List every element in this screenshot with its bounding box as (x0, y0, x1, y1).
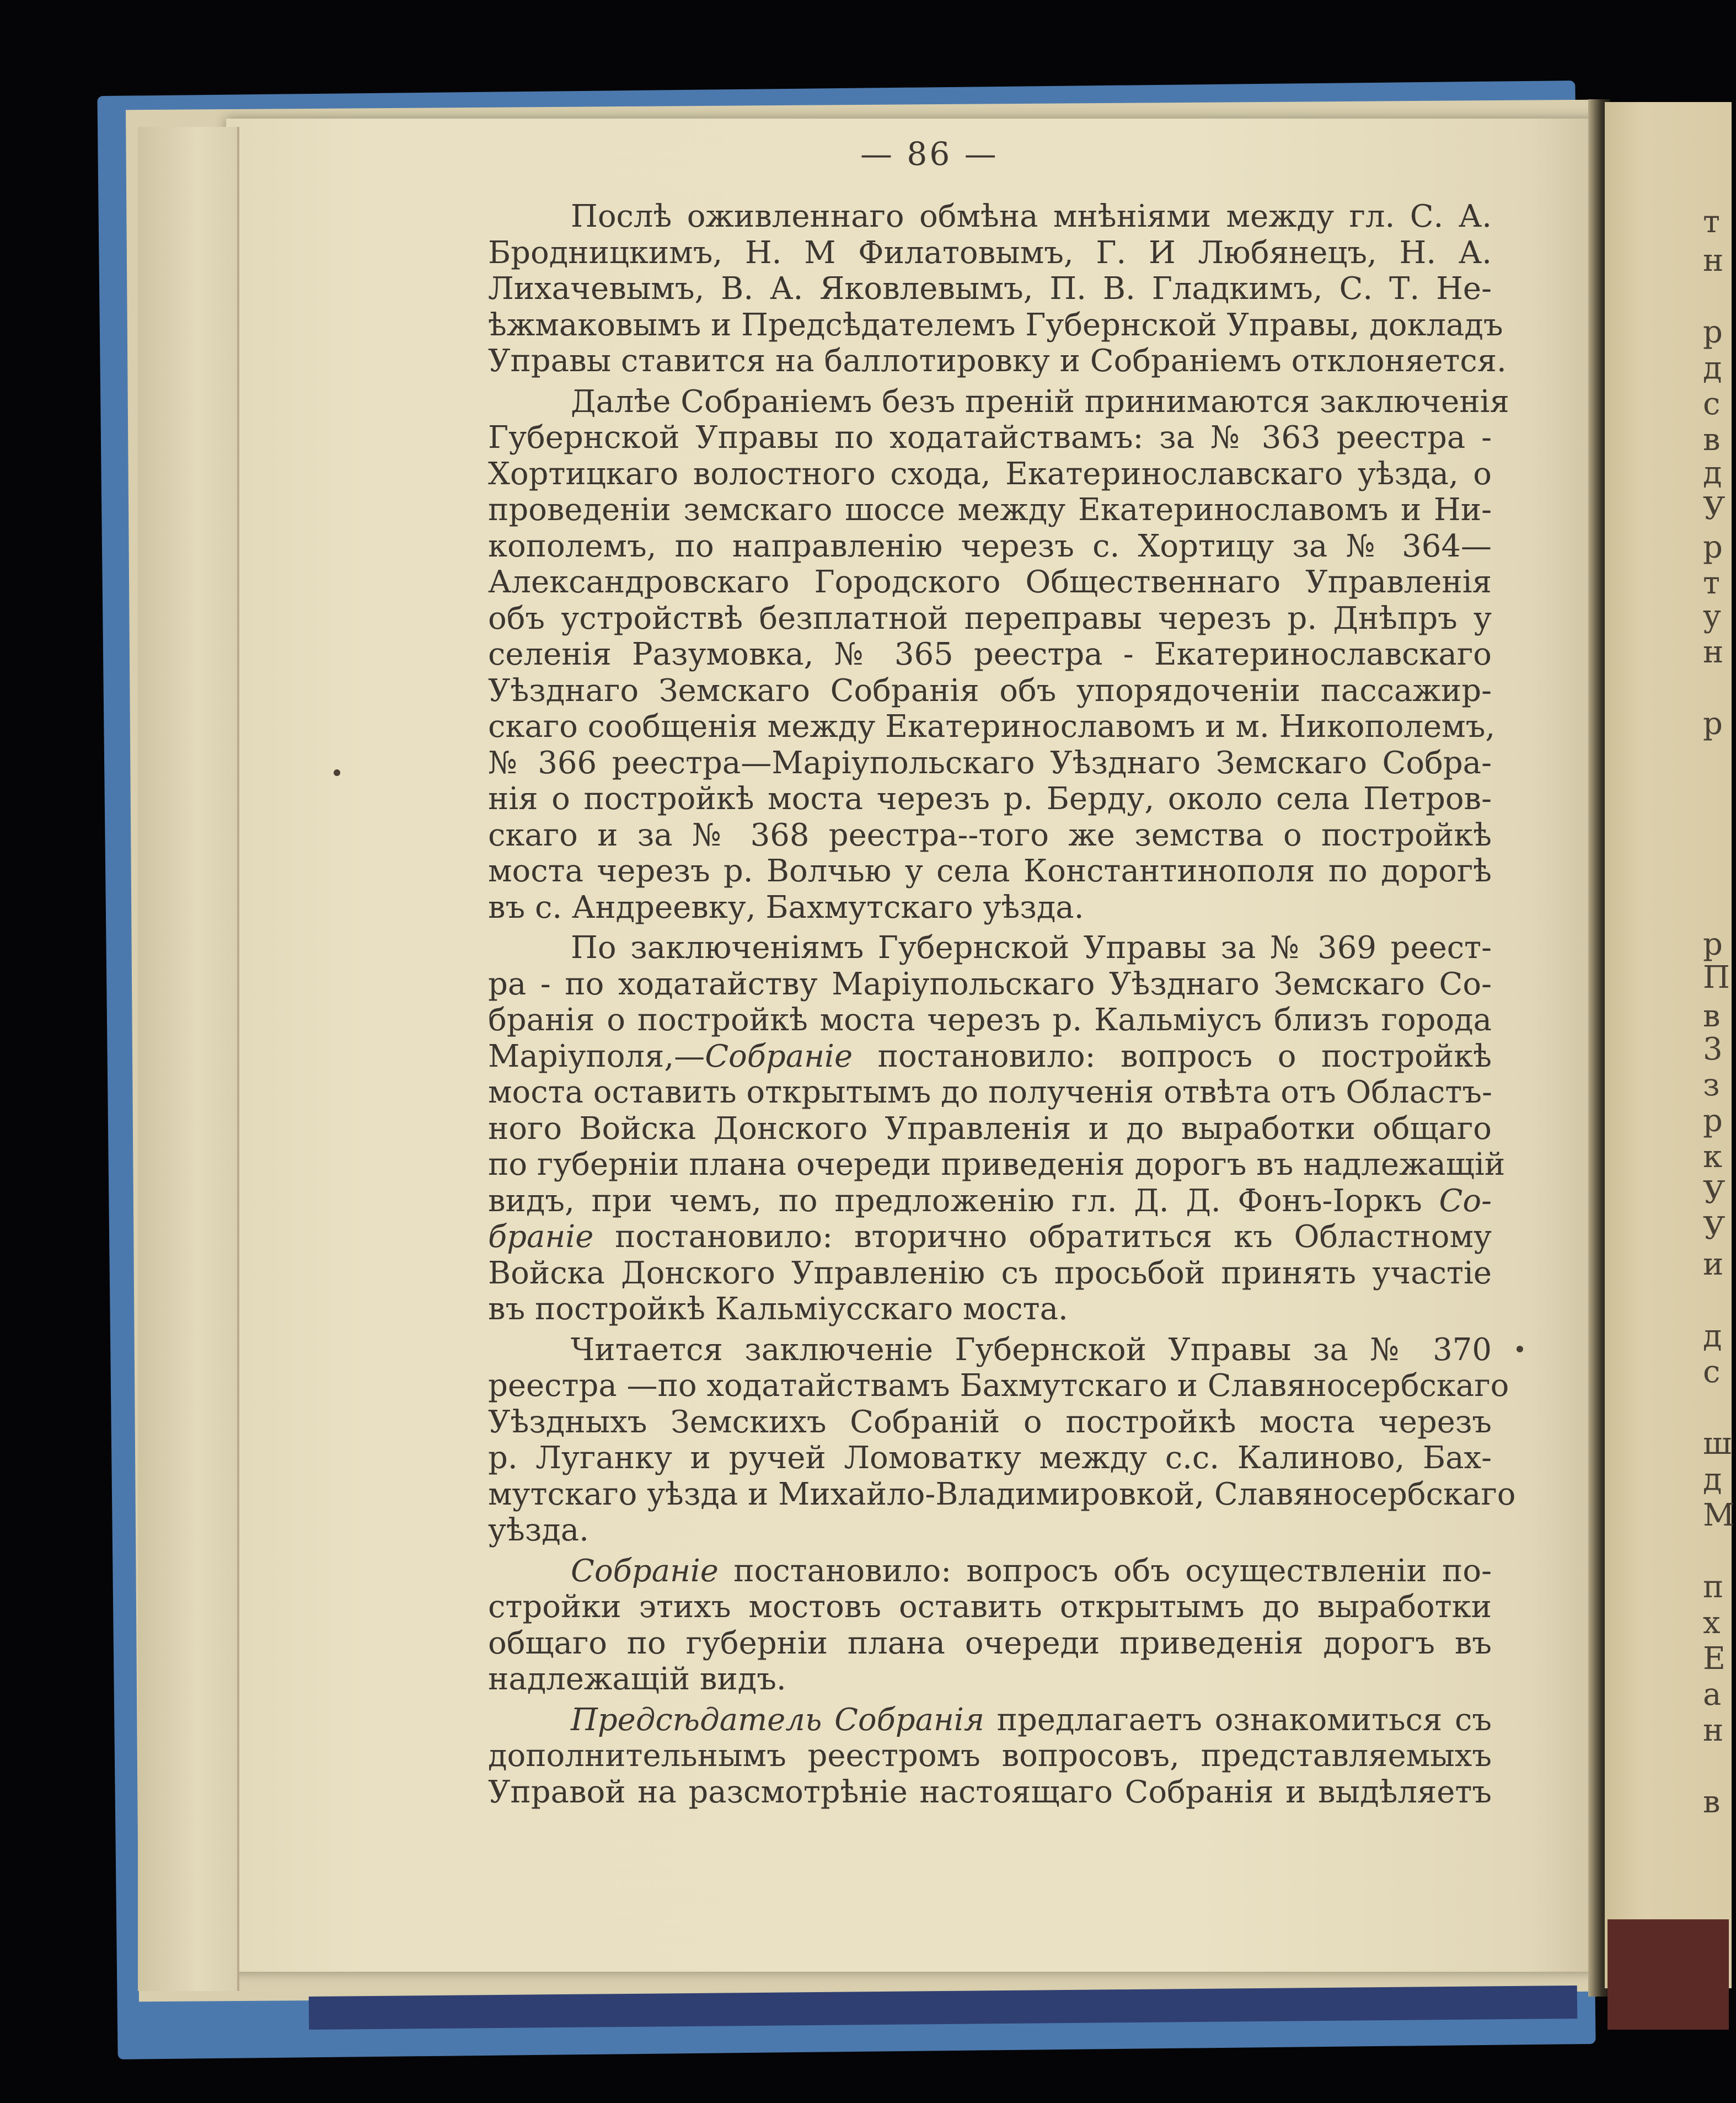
text-line: скаго сообщенія между Екатеринославомъ и м. Никополемъ, (488, 709, 1496, 745)
text-line: Александровскаго Городского Общественнаго Управленія (488, 564, 1492, 600)
fragment-char: н (1703, 634, 1724, 670)
text-line: Уѣзднаго Земскаго Собранія объ упорядоченіи пассажир- (488, 672, 1492, 709)
paragraph-5 (405, 1553, 1492, 1698)
text-line: р. Луганку и ручей Ломоватку между с.с. Калиново, Бах- (488, 1440, 1492, 1476)
page-text (405, 199, 1516, 1815)
fragment-char: д (1703, 455, 1722, 491)
fragment-char: т (1703, 204, 1720, 240)
fragment-char: Е (1703, 1641, 1726, 1677)
text-line: № 366 реестра—Маріупольскаго Уѣзднаго Земскаго Собра- (488, 745, 1492, 781)
text-fragment: постановило: вторично обратиться къ Областному (593, 1219, 1492, 1255)
page-edge-strip (138, 127, 239, 1991)
text-line: въ постройкѣ Кальміусскаго моста. (488, 1291, 1068, 1327)
fragment-char: к (1703, 1139, 1722, 1175)
fragment-char: н (1703, 243, 1724, 279)
text-line: Далѣе Собраніемъ безъ преній принимаются заключенія (571, 383, 1509, 420)
text-line: Управой на разсмотрѣніе настоящаго Собранія и выдѣляетъ (488, 1774, 1492, 1810)
fragment-char: н (1703, 1713, 1724, 1748)
text-fragment: постановило: вопросъ объ осуществленіи по- (718, 1553, 1492, 1589)
fragment-char: п (1703, 1569, 1724, 1605)
text-line: ѣжмаковымъ и Предсѣдателемъ Губернской Управы, докладъ (488, 307, 1503, 343)
fragment-char: р (1703, 1103, 1723, 1139)
text-line: уѣзда. (488, 1512, 589, 1548)
text-line-mixed (405, 1183, 1492, 1219)
text-line-mixed (405, 1553, 1492, 1590)
text-line: ного Войска Донского Управленія и до выработки общаго (488, 1110, 1492, 1147)
text-line: ра - по ходатайству Маріупольскаго Уѣзднаго Земскаго Со- (488, 966, 1492, 1002)
paragraph-6 (405, 1702, 1492, 1811)
text-line: стройки этихъ мостовъ оставить открытымъ до выработки (488, 1589, 1492, 1625)
text-line: скаго и за № 368 реестра--того же земства о постройкѣ (488, 817, 1492, 853)
paragraph-4 (405, 1331, 1516, 1549)
text-line: бранія о постройкѣ моста черезъ р. Кальміусъ близъ города (488, 1002, 1492, 1038)
fragment-char: р (1703, 706, 1723, 742)
text-fragment: предлагаетъ ознакомиться съ (984, 1701, 1492, 1738)
fragment-char: в (1703, 422, 1721, 458)
text-line: кополемъ, по направленію черезъ с. Хортицу за № 364— (488, 528, 1492, 564)
text-line: По заключеніямъ Губернской Управы за № 369 реест- (571, 930, 1492, 966)
text-line: дополнительнымъ реестромъ вопросовъ, представляемыхъ (488, 1738, 1492, 1774)
text-line: Послѣ оживленнаго обмѣна мнѣніями между гл. С. А. (571, 199, 1492, 234)
fragment-char: р (1703, 529, 1723, 565)
text-line: надлежащій видъ. (488, 1661, 786, 1697)
text-line: селенія Разумовка, № 365 реестра - Екатеринославскаго (488, 636, 1492, 672)
fragment-char: У (1703, 1211, 1726, 1246)
fragment-char: д (1703, 1318, 1722, 1354)
text-line: Бродницкимъ, Н. М Филатовымъ, Г. И Любянецъ, Н. А. (488, 234, 1492, 271)
italic-term: Предсѣдатель Собранія (571, 1701, 984, 1738)
text-line: моста оставить открытымъ до полученія отвѣта отъ Областъ- (488, 1074, 1492, 1110)
text-line-mixed (405, 1702, 1492, 1738)
text-line-mixed (405, 1219, 1492, 1255)
paragraph-2 (405, 383, 1509, 926)
italic-term: Собраніе (571, 1553, 719, 1589)
text-fragment: постановило: вопросъ о постройкѣ (853, 1038, 1492, 1074)
text-fragment: видъ, при чемъ, по предложенію гл. Д. Д. Фонъ-Іоркъ (488, 1182, 1422, 1219)
ink-speck (334, 769, 340, 776)
paragraph-1 (405, 199, 1507, 379)
text-line: Управы ставится на баллотировку и Собраніемъ отклоняется. (488, 343, 1507, 379)
facing-page-binding (1608, 1919, 1729, 2030)
fragment-char: У (1703, 491, 1726, 527)
fragment-char: р (1703, 927, 1723, 962)
fragment-char: и (1703, 1246, 1724, 1282)
text-line: Хортицкаго волостного схода, Екатеринославскаго уѣзда, о (488, 456, 1492, 492)
text-fragment: Маріуполя,— (488, 1038, 705, 1074)
italic-term: Собраніе (705, 1038, 853, 1074)
text-line: реестра —по ходатайствамъ Бахмутскаго и Славяносербскаго (488, 1368, 1509, 1404)
fragment-char: р (1703, 314, 1723, 350)
fragment-char: ш (1703, 1426, 1732, 1462)
fragment-char: М (1703, 1497, 1735, 1533)
text-line: моста черезъ р. Волчью у села Константинополя по дорогѣ (488, 853, 1492, 889)
text-line: объ устройствѣ безплатной переправы черезъ р. Днѣпръ у (488, 600, 1492, 636)
fragment-char: У (1703, 1175, 1726, 1211)
ink-speck (1517, 1346, 1523, 1352)
fragment-char: з (1703, 1067, 1720, 1103)
fragment-char: х (1703, 1605, 1721, 1641)
italic-term: Со- (1439, 1182, 1492, 1219)
paragraph-3 (405, 930, 1505, 1328)
text-line: общаго по губерніи плана очереди приведенія дорогъ въ (488, 1625, 1492, 1661)
text-line: нія о постройкѣ моста черезъ р. Берду, около села Петров- (488, 781, 1492, 817)
page-number: — 86 — (860, 135, 999, 173)
fragment-char: 3 (1703, 1031, 1723, 1067)
fragment-char: т (1703, 565, 1720, 601)
italic-term: браніе (488, 1219, 594, 1255)
text-line: мутскаго уѣзда и Михайло-Владимировкой, Славяносербскаго (488, 1476, 1516, 1512)
fragment-char: у (1703, 598, 1721, 634)
text-line: Лихачевымъ, В. А. Яковлевымъ, П. В. Гладкимъ, С. Т. Не- (488, 271, 1492, 307)
text-line: въ с. Андреевку, Бахмутскаго уѣзда. (488, 889, 1084, 925)
fragment-char: П (1703, 960, 1730, 996)
fragment-char: с (1703, 1354, 1721, 1390)
text-line: Уѣздныхъ Земскихъ Собраній о постройкѣ моста черезъ (488, 1404, 1492, 1440)
fragment-char: д (1703, 350, 1722, 386)
text-line: Читается заключеніе Губернской Управы за № 370 (571, 1331, 1492, 1368)
text-line-mixed (405, 1039, 1492, 1075)
fragment-char: д (1703, 1462, 1722, 1497)
text-line: по губерніи плана очереди приведенія дорогъ въ надлежащій (488, 1147, 1505, 1182)
fragment-char: с (1703, 386, 1721, 422)
fragment-char: а (1703, 1677, 1722, 1713)
text-line: Губернской Управы по ходатайствамъ: за № 363 реестра - (488, 420, 1492, 456)
text-line: Войска Донского Управленію съ просьбой принять участіе (488, 1255, 1492, 1291)
fragment-char: в (1703, 998, 1721, 1034)
text-line: проведеніи земскаго шоссе между Екатеринославомъ и Ни- (488, 492, 1492, 528)
fragment-char: в (1703, 1784, 1721, 1820)
